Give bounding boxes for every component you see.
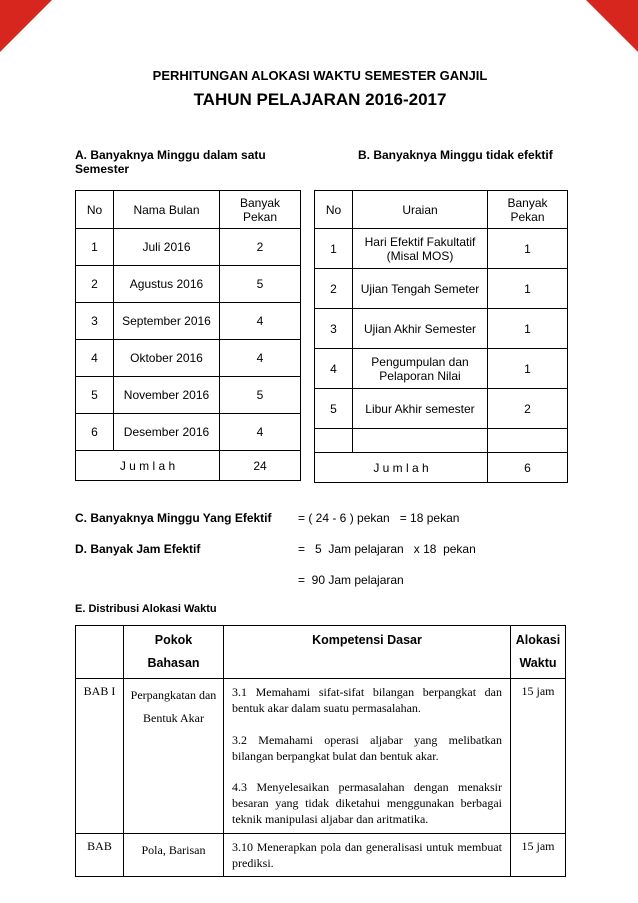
cell-no: 5 <box>315 389 353 429</box>
cell-weeks: 1 <box>488 229 568 269</box>
table-total-row <box>76 451 301 481</box>
cell-no: 4 <box>315 349 353 389</box>
statement-d <box>75 542 565 556</box>
section-d-heading: D. Banyak Jam Efektif <box>75 542 201 556</box>
cell-weeks <box>488 429 568 453</box>
cell-no: 5 <box>76 377 114 414</box>
cell-weeks: 2 <box>488 389 568 429</box>
cell-weeks: 2 <box>220 229 301 266</box>
header-month: Nama Bulan <box>114 191 220 229</box>
table-row <box>76 303 301 340</box>
table-total-row <box>315 453 568 483</box>
section-headings-row <box>75 148 565 176</box>
total-value: 24 <box>220 451 301 481</box>
cell-description: Libur Akhir semester <box>353 389 488 429</box>
cell-chapter: BAB <box>76 833 124 876</box>
header-weeks: Banyak Pekan <box>220 191 301 229</box>
document-title: PERHITUNGAN ALOKASI WAKTU SEMESTER GANJIL <box>152 68 488 83</box>
competency-item: 3.10 Menerapkan pola dan generalisasi untuk membuat prediksi. <box>232 839 502 870</box>
section-c-heading: C. Banyaknya Minggu Yang Efektif <box>75 511 272 525</box>
cell-weeks: 4 <box>220 340 301 377</box>
table-row-empty <box>315 429 568 453</box>
competency-item: 3.1 Memahami sifat-sifat bilangan berpangkat dan bentuk akar dalam suatu permasalahan. <box>232 685 502 716</box>
section-b-heading: B. Banyaknya Minggu tidak efektif <box>358 148 553 162</box>
header-description: Uraian <box>353 191 488 229</box>
table-row <box>315 349 568 389</box>
table-row <box>76 229 301 266</box>
tables-row <box>75 190 565 483</box>
corner-decoration-left <box>0 0 52 52</box>
cell-month: November 2016 <box>114 377 220 414</box>
cell-competency <box>224 679 511 833</box>
cell-competency <box>224 833 511 876</box>
cell-description: Ujian Tengah Semeter <box>353 269 488 309</box>
cell-no <box>315 429 353 453</box>
cell-month: Desember 2016 <box>114 414 220 451</box>
cell-weeks: 5 <box>220 377 301 414</box>
table-row <box>76 377 301 414</box>
cell-allocation: 15 jam <box>511 833 566 876</box>
table-row <box>315 229 568 269</box>
table-row <box>315 269 568 309</box>
table-header-row <box>76 191 301 229</box>
cell-no: 2 <box>315 269 353 309</box>
cell-topic: Perpangkatan dan Bentuk Akar <box>124 679 224 833</box>
cell-weeks: 1 <box>488 309 568 349</box>
cell-no: 2 <box>76 266 114 303</box>
cell-allocation: 15 jam <box>511 679 566 833</box>
table-row <box>315 389 568 429</box>
cell-description: Pengumpulan dan Pelaporan Nilai <box>353 349 488 389</box>
cell-weeks: 5 <box>220 266 301 303</box>
section-d-value-1: = 5 Jam pelajaran x 18 pekan <box>298 542 476 556</box>
total-label: J u m l a h <box>315 453 488 483</box>
table-row <box>76 340 301 377</box>
total-label: J u m l a h <box>76 451 220 481</box>
cell-weeks: 1 <box>488 349 568 389</box>
cell-chapter: BAB I <box>76 679 124 833</box>
table-row <box>315 309 568 349</box>
cell-month: September 2016 <box>114 303 220 340</box>
cell-no: 1 <box>76 229 114 266</box>
cell-weeks: 4 <box>220 414 301 451</box>
table-weeks-per-month <box>75 190 301 481</box>
table-row <box>76 266 301 303</box>
section-e-heading: E. Distribusi Alokasi Waktu <box>75 603 217 615</box>
corner-decoration-right <box>586 0 638 52</box>
section-c-value: = ( 24 - 6 ) pekan = 18 pekan <box>298 511 460 525</box>
table-row <box>76 833 566 876</box>
table-time-allocation <box>75 625 566 877</box>
cell-no: 6 <box>76 414 114 451</box>
section-d-value-2: = 90 Jam pelajaran <box>298 573 404 587</box>
header-allocation: Alokasi Waktu <box>511 626 566 679</box>
cell-month: Juli 2016 <box>114 229 220 266</box>
cell-month: Oktober 2016 <box>114 340 220 377</box>
total-value: 6 <box>488 453 568 483</box>
statement-d-continued <box>75 573 565 587</box>
cell-no: 4 <box>76 340 114 377</box>
header-blank <box>76 626 124 679</box>
table-header-row <box>315 191 568 229</box>
spacer <box>75 573 298 587</box>
header-no: No <box>76 191 114 229</box>
competency-item: 4.3 Menyelesaikan permasalahan dengan menaksir besaran yang tidak diketahui menggunakan berbagai teknik manipulasi aljabar dan aritmatika. <box>232 780 502 827</box>
header-topic: Pokok Bahasan <box>124 626 224 679</box>
table-header-row <box>76 626 566 679</box>
document-subtitle: TAHUN PELAJARAN 2016-2017 <box>193 90 447 109</box>
cell-description: Ujian Akhir Semester <box>353 309 488 349</box>
header-weeks: Banyak Pekan <box>488 191 568 229</box>
cell-description <box>353 429 488 453</box>
table-row <box>76 679 566 833</box>
cell-topic: Pola, Barisan <box>124 833 224 876</box>
statement-c <box>75 511 565 525</box>
cell-no: 3 <box>315 309 353 349</box>
table-ineffective-weeks <box>314 190 568 483</box>
cell-no: 3 <box>76 303 114 340</box>
header-no: No <box>315 191 353 229</box>
cell-weeks: 4 <box>220 303 301 340</box>
cell-description: Hari Efektif Fakultatif (Misal MOS) <box>353 229 488 269</box>
table-row <box>76 414 301 451</box>
cell-no: 1 <box>315 229 353 269</box>
competency-item: 3.2 Memahami operasi aljabar yang melibatkan bilangan berpangkat bulat dan bentuk akar. <box>232 732 502 763</box>
cell-weeks: 1 <box>488 269 568 309</box>
section-a-heading: A. Banyaknya Minggu dalam satu Semester <box>75 148 266 176</box>
header-competency: Kompetensi Dasar <box>224 626 511 679</box>
cell-month: Agustus 2016 <box>114 266 220 303</box>
